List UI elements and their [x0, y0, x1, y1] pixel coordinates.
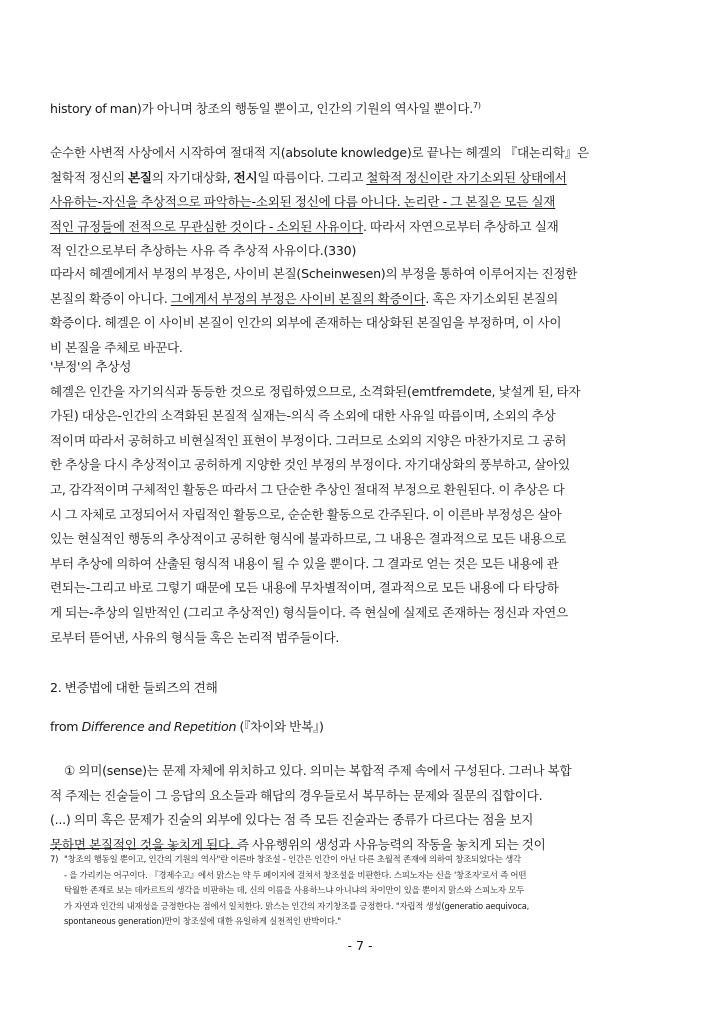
underlined-text: 사유하는-자신을 추상적으로 파악하는-소외된 정신에 다름 아니다. 논리란 - 그 본질은 모든 실재	[50, 194, 556, 210]
footnote-line: 탁월한 존재로 보는 데카르트의 생각을 비판하는 데, 신의 이름을 사용하느냐 아니냐의 차이만이 있을 뿐이지 맑스와 스피노자 모두	[64, 885, 525, 895]
text: 본질의 확증이 아니다.	[50, 290, 171, 306]
text-line: 적 주제는 진술들이 그 응답의 요소들과 해답의 경우들로서 복무하는 문제와 질문의 집합이다.	[50, 787, 543, 803]
footnote-line	[50, 852, 675, 868]
text: 의 자기대상화,	[151, 169, 234, 185]
footnote-divider	[50, 848, 240, 849]
footnote-line: spontaneous generation)만이 창조설에 대한 유일하게 실천적인 반박이다."	[64, 916, 341, 926]
subheading: '부정'의 추상성	[50, 359, 132, 374]
text: . 따라서 자연으로부터 추상하고 실재	[363, 218, 559, 234]
text-line	[50, 97, 670, 122]
text-line: 비 본질을 주체로 바꾼다.	[50, 339, 183, 355]
text-line: 적 인간으로부터 추상하는 사유 즉 추상적 사유이다.(330)	[50, 243, 357, 259]
text: 일 따름이다. 그리고	[257, 169, 367, 185]
text-line: 헤겔은 인간을 자기의식과 동등한 것으로 정립하였으므로, 소격화된(emtfremdete, 낯설게 된, 타자	[50, 383, 581, 399]
text: from	[50, 719, 82, 734]
text-line: 부터 추상에 의하여 산출된 형식적 내용이 될 수 있을 뿐이다. 그 결과로 얻는 것은 모든 내용에 관	[50, 555, 559, 571]
underlined-text: 적인 규정들에 전적으로 무관심한 것이다 - 소외된 사유이다	[50, 218, 364, 234]
text-line: 로부터 뜯어낸, 사유의 형식들 혹은 논리적 범주들이다.	[50, 629, 340, 645]
text: history of man)가 아니며 창조의 행동일 뿐이고, 인간의 기원의 역사일 뿐이다.	[50, 101, 474, 116]
text-line	[50, 215, 670, 240]
paragraph-negation-of-negation	[50, 262, 670, 360]
section-heading	[50, 676, 670, 701]
footnote-number: 7)	[50, 854, 59, 864]
paragraph-continuation	[50, 97, 670, 122]
bold-text: 전시	[233, 169, 258, 185]
text-line: 확증이다. 헤겔은 이 사이비 본질이 인간의 외부에 존재하는 대상화된 본질임을 부정하며, 이 사이	[50, 315, 562, 331]
footnote	[50, 852, 675, 930]
bold-text: 본질	[128, 169, 152, 185]
text: "창조의 행동일 뿐이고, 인간의 기원의 역사"란 이른바 창조설 - 인간은 인간이 아닌 다른 초월적 존재에 의하여 창조되었다는 생각	[64, 854, 521, 864]
text: ① 의미(sense)는 문제 자체에 위치하고 있다. 의미는 복합적 주제 속에서 구성된다. 그러나 복합	[64, 763, 572, 778]
text-line: 가된) 대상은-인간의 소격화된 본질적 실재는-의식 즉 소외에 대한 사유일 따름이며, 소외의 추상	[50, 408, 556, 424]
text-line	[50, 166, 670, 191]
book-title: Difference and Repetition	[81, 719, 237, 734]
text: (『차이와 반복』)	[236, 719, 324, 734]
text-line: 순수한 사변적 사상에서 시작하여 절대적 지(absolute knowledge)로 끝나는 헤겔의 『대논리학』은	[50, 145, 589, 160]
footnote-line: 가 자연과 인간의 내재성을 긍정한다는 점에서 일치한다. 맑스는 인간의 자기창조를 긍정한다. "자립적 생성(generatio aequivoca,	[64, 900, 530, 911]
text-line	[50, 190, 670, 215]
text-line: 한 추상을 다시 추상적이고 공허하게 지양한 것인 부정의 부정이다. 자기대상화의 풍부하고, 살아있	[50, 457, 570, 473]
text-line	[50, 759, 670, 784]
text-line: 련되는-그리고 바로 그렇기 때문에 모든 내용에 무차별적이며, 결과적으로 모든 내용에 다 타당하	[50, 580, 559, 596]
section-title: 2. 변증법에 대한 들뢰즈의 견해	[50, 680, 218, 695]
text-line: 적이며 따라서 공허하고 비현실적인 표현이 부정이다. 그러므로 소외의 지양은 마찬가지로 그 공허	[50, 432, 567, 448]
quote-paragraph	[50, 759, 670, 857]
text-line: 시 그 자체로 고정되어서 자립적인 활동으로, 순순한 활동으로 간주된다. 이 이른바 부정성은 살아	[50, 506, 562, 522]
text-line	[50, 287, 670, 312]
underlined-text: 철학적 정신이란 자기소외된 상태에서	[366, 169, 567, 185]
text-line: 있는 현실적인 행동의 추상적이고 공허한 형식에 불과하므로, 그 내용은 결과적으로 모든 내용으로	[50, 531, 567, 547]
text-line: 게 되는-추상의 일반적인 (그리고 추상적인) 형식들이다. 즉 현실에 실제로 존재하는 정신과 자연으	[50, 604, 568, 620]
text-line: 못하면 본질적인 것을 놓치게 된다. 즉 사유행위의 생성과 사유능력의 작동을 놓치게 되는 것이	[50, 836, 546, 852]
source-citation	[50, 715, 670, 740]
paragraph-hegel-logic	[50, 141, 670, 264]
footnote-reference[interactable]: 7)	[473, 101, 481, 110]
text-line: 고, 감각적이며 구체적인 활동은 따라서 그 단순한 추상인 절대적 부정으로 환원된다. 이 추상은 다	[50, 481, 565, 497]
citation-line	[50, 715, 670, 740]
paragraph-abstractness-of-negation	[50, 355, 670, 650]
text: 철학적 정신의	[50, 169, 128, 185]
text-line: (...) 의미 혹은 문제가 진술의 외부에 있다는 점 즉 모든 진술과는 종류가 다르다는 점을 보지	[50, 812, 534, 828]
text-line: 따라서 헤겔에게서 부정의 부정은, 사이비 본질(Scheinwesen)의 부정을 통하여 이루어지는 진정한	[50, 266, 578, 281]
text: . 혹은 자기소외된 본질의	[425, 290, 559, 306]
footnote-line: - 을 가리키는 어구이다. 『경제수고』에서 맑스는 약 두 페이지에 걸쳐서 창조설을 비판한다. 스피노자는 신을 '창조자'로서 즉 어떤	[64, 869, 527, 880]
page-number: - 7 -	[347, 938, 373, 953]
underlined-text: 그에게서 부정의 부정은 사이비 본질의 확증이다	[170, 290, 426, 306]
